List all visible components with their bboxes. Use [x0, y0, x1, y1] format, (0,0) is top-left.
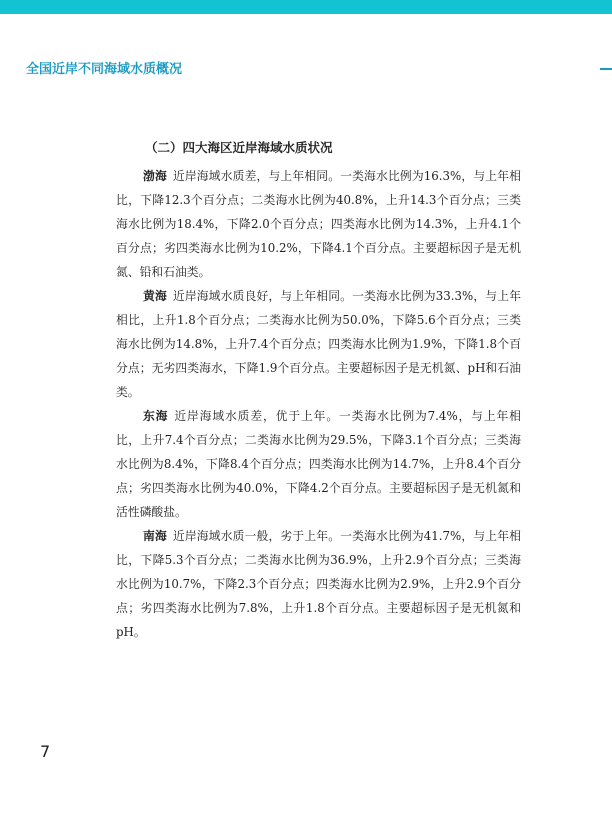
paragraph-huanghai	[116, 284, 521, 404]
running-header: 全国近岸不同海域水质概况	[26, 62, 183, 77]
paragraph-text-donghai: 近岸海域水质差，优于上年。一类海水比例为7.4%，与上年相比，上升7.4个百分点；二类海水比例为29.5%，下降3.1个百分点；三类海水比例为8.4%，下降8.4个百分点；四类海水比例为14.7%，上升8.4个百分点；劣四类海水比例为40.0%，下降4.2个百分点。主要超标因子是无机氮和活性磷酸盐。	[116, 409, 521, 519]
main-content	[116, 138, 521, 644]
page-number: 7	[40, 742, 51, 761]
paragraph-bohai	[116, 164, 521, 284]
paragraph-text-nanhai: 近岸海域水质一般，劣于上年。一类海水比例为41.7%，与上年相比，下降5.3个百分点；二类海水比例为36.9%，上升2.9个百分点；三类海水比例为10.7%，下降2.3个百分点；四类海水比例为2.9%，上升2.9个百分点；劣四类海水比例为7.8%，上升1.8个百分点。主要超标因子是无机氮和pH。	[116, 529, 521, 639]
paragraph-text-bohai: 近岸海域水质差，与上年相同。一类海水比例为16.3%，与上年相比，下降12.3个百分点；二类海水比例为40.8%，上升14.3个百分点；三类海水比例为18.4%，下降2.0个百分点；四类海水比例为14.3%，上升4.1个百分点；劣四类海水比例为10.2%，下降4.1个百分点。主要超标因子是无机氮、铅和石油类。	[116, 169, 521, 279]
header-rule	[600, 68, 612, 70]
sea-name-bohai: 渤海	[143, 169, 167, 183]
sea-name-nanhai: 南海	[143, 529, 167, 543]
section-title: （二）四大海区近岸海域水质状况	[145, 140, 333, 155]
top-accent-bar	[0, 0, 612, 14]
paragraph-donghai	[116, 404, 521, 524]
sea-name-huanghai: 黄海	[143, 289, 167, 303]
sea-name-donghai: 东海	[143, 409, 169, 423]
paragraph-text-huanghai: 近岸海域水质良好，与上年相同。一类海水比例为33.3%，与上年相比，上升1.8个百分点；二类海水比例为50.0%，下降5.6个百分点；三类海水比例为14.8%，上升7.4个百分点；四类海水比例为1.9%，下降1.8个百分点；无劣四类海水，下降1.9个百分点。主要超标因子是无机氮、pH和石油类。	[116, 289, 521, 399]
paragraph-nanhai	[116, 524, 521, 644]
